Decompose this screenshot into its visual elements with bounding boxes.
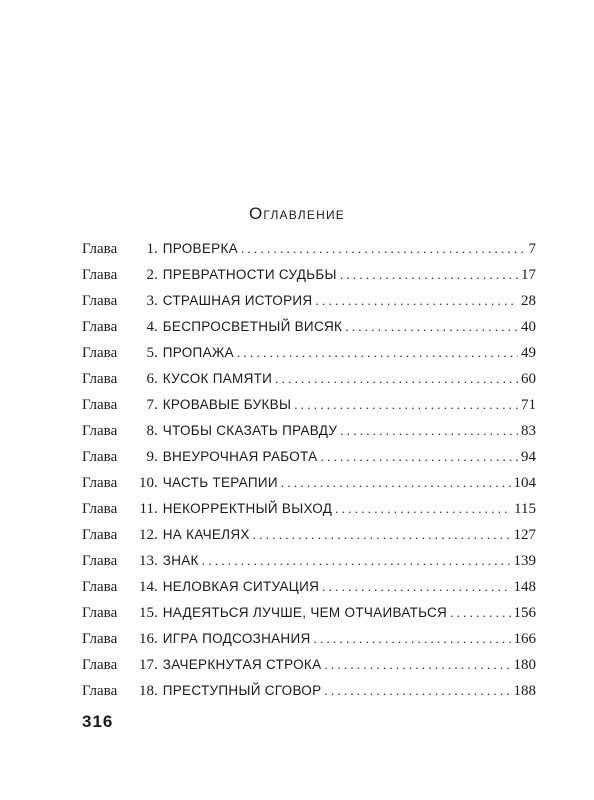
- toc-entry-number: 5: [146, 345, 154, 361]
- toc-entry-number: 3: [146, 293, 154, 309]
- toc-leader-dots: [335, 496, 511, 522]
- toc-entry-page: 180: [513, 657, 536, 673]
- toc-leader-dots: [322, 574, 510, 600]
- toc-entry-title: БЕСПРОСВЕТНЫЙ ВИСЯК: [162, 319, 343, 334]
- toc-entry-page: 17: [521, 267, 536, 283]
- toc-entry-title: НА КАЧЕЛЯХ: [162, 527, 250, 542]
- toc-entry-number: 10: [139, 475, 154, 491]
- toc-entry-page: 83: [521, 423, 536, 439]
- toc-leader-dots: [241, 236, 526, 262]
- toc-entry-title: ПРЕСТУПНЫЙ СГОВОР: [162, 683, 322, 698]
- toc-entry: Глава 15 . НАДЕЯТЬСЯ ЛУЧШЕ, ЧЕМ ОТЧАИВАТЬСЯ . . . 156: [82, 600, 536, 626]
- toc-entry-number: 17: [139, 657, 154, 673]
- toc-entry-title: ПРОВЕРКА: [162, 241, 238, 256]
- toc-entry: Глава 14 . НЕЛОВКАЯ СИТУАЦИЯ . . . 148: [82, 574, 536, 600]
- toc-entry-prefix: Глава: [82, 449, 118, 465]
- toc-leader-dots: [281, 470, 511, 496]
- toc-entry-title: ПРОПАЖА: [162, 345, 234, 360]
- toc-entry-prefix: Глава: [82, 683, 118, 699]
- toc-entry-page: 94: [521, 449, 536, 465]
- toc-entry-title: ЧАСТЬ ТЕРАПИИ: [162, 475, 278, 490]
- toc-entry-title: НАДЕЯТЬСЯ ЛУЧШЕ, ЧЕМ ОТЧАИВАТЬСЯ: [162, 605, 448, 620]
- toc-entry: Глава 3 . СТРАШНАЯ ИСТОРИЯ . . . 28: [82, 288, 536, 314]
- toc-entry: Глава 17 . ЗАЧЕРКНУТАЯ СТРОКА . . . 180: [82, 652, 536, 678]
- toc-entry-title: ПРЕВРАТНОСТИ СУДЬБЫ: [162, 267, 337, 282]
- toc-entry-prefix: Глава: [82, 423, 118, 439]
- toc-leader-dots: [340, 262, 518, 288]
- toc-entry-prefix: Глава: [82, 553, 118, 569]
- toc-entry-page: 115: [514, 501, 536, 517]
- toc-entry-page: 188: [513, 683, 536, 699]
- toc-entry-prefix: Глава: [82, 267, 118, 283]
- toc-entry: Глава 12 . НА КАЧЕЛЯХ . . . 127: [82, 522, 536, 548]
- toc-entry: Глава 7 . КРОВАВЫЕ БУКВЫ . . . 71: [82, 392, 536, 418]
- toc-entry-prefix: Глава: [82, 397, 118, 413]
- toc-entry: Глава 5 . ПРОПАЖА . . . 49: [82, 340, 536, 366]
- toc-entry-prefix: Глава: [82, 501, 118, 517]
- toc-entry-page: 104: [513, 475, 536, 491]
- toc-leader-dots: [450, 600, 510, 626]
- toc-entry-number: 9: [146, 449, 154, 465]
- toc-entry-title: КРОВАВЫЕ БУКВЫ: [162, 397, 292, 412]
- toc-entry-prefix: Глава: [82, 371, 118, 387]
- toc-entry-prefix: Глава: [82, 631, 118, 647]
- toc-entry-number: 15: [139, 605, 154, 621]
- toc-entry: Глава 2 . ПРЕВРАТНОСТИ СУДЬБЫ . . . 17: [82, 262, 536, 288]
- toc-entry-number: 1: [146, 241, 154, 257]
- toc-entry-number: 12: [139, 527, 154, 543]
- toc-entry-title: НЕЛОВКАЯ СИТУАЦИЯ: [162, 579, 320, 594]
- toc-entry-number: 16: [139, 631, 154, 647]
- toc-entry-title: ЗАЧЕРКНУТАЯ СТРОКА: [162, 657, 322, 672]
- toc-entry-prefix: Глава: [82, 527, 118, 543]
- toc-entry-prefix: Глава: [82, 475, 118, 491]
- toc-leader-dots: [345, 314, 518, 340]
- toc-entry-number: 18: [139, 683, 154, 699]
- toc-entry-title: НЕКОРРЕКТНЫЙ ВЫХОД: [162, 501, 333, 516]
- toc-entry-page: 156: [513, 605, 536, 621]
- toc-entry: Глава 4 . БЕСПРОСВЕТНЫЙ ВИСЯК . . . 40: [82, 314, 536, 340]
- toc-entry-page: 71: [521, 397, 536, 413]
- toc-entry-title: ЗНАК: [162, 553, 199, 568]
- toc-leader-dots: [315, 288, 518, 314]
- toc-entry: Глава 6 . КУСОК ПАМЯТИ . . . 60: [82, 366, 536, 392]
- toc-leader-dots: [324, 678, 510, 704]
- toc-leader-dots: [320, 444, 518, 470]
- toc-entry: Глава 9 . ВНЕУРОЧНАЯ РАБОТА . . . 94: [82, 444, 536, 470]
- toc-entry-prefix: Глава: [82, 319, 118, 335]
- toc-entry: Глава 8 . ЧТОБЫ СКАЗАТЬ ПРАВДУ . . . 83: [82, 418, 536, 444]
- toc-entry: Глава 13 . ЗНАК . . . 139: [82, 548, 536, 574]
- toc-entry-number: 7: [146, 397, 154, 413]
- toc-leader-dots: [237, 340, 518, 366]
- toc-leader-dots: [202, 548, 511, 574]
- toc-entry-page: 40: [521, 319, 536, 335]
- page-number: 316: [82, 712, 114, 731]
- toc-leader-dots: [294, 392, 518, 418]
- toc-entry-title: ВНЕУРОЧНАЯ РАБОТА: [162, 449, 318, 464]
- toc-entry-number: 4: [146, 319, 154, 335]
- toc-leader-dots: [314, 626, 511, 652]
- toc-entry: Глава 11 . НЕКОРРЕКТНЫЙ ВЫХОД . . . 115: [82, 496, 536, 522]
- toc-entry-prefix: Глава: [82, 579, 118, 595]
- toc-entry-number: 8: [146, 423, 154, 439]
- toc-leader-dots: [253, 522, 511, 548]
- toc-leader-dots: [275, 366, 518, 392]
- toc-entry-title: ИГРА ПОДСОЗНАНИЯ: [162, 631, 311, 646]
- toc-entry-title: СТРАШНАЯ ИСТОРИЯ: [162, 293, 313, 308]
- toc-leader-dots: [324, 652, 510, 678]
- toc-entry-page: 60: [521, 371, 536, 387]
- toc-entry-number: 6: [146, 371, 154, 387]
- toc-leader-dots: [340, 418, 518, 444]
- toc-entry-page: 28: [521, 293, 536, 309]
- toc-entry-prefix: Глава: [82, 345, 118, 361]
- toc-title: Оглавление: [249, 204, 345, 223]
- toc-entry-page: 166: [513, 631, 536, 647]
- toc-entry-number: 14: [139, 579, 154, 595]
- toc-list: [82, 236, 536, 704]
- toc-entry-title: КУСОК ПАМЯТИ: [162, 371, 273, 386]
- toc-entry: Глава 18 . ПРЕСТУПНЫЙ СГОВОР . . . 188: [82, 678, 536, 704]
- toc-entry: Глава 10 . ЧАСТЬ ТЕРАПИИ . . . 104: [82, 470, 536, 496]
- toc-entry-prefix: Глава: [82, 241, 118, 257]
- toc-entry-number: 11: [139, 501, 154, 517]
- toc-entry-number: 2: [146, 267, 154, 283]
- toc-entry-page: 7: [528, 241, 536, 257]
- toc-entry-prefix: Глава: [82, 657, 118, 673]
- toc-entry-number: 13: [139, 553, 154, 569]
- toc-entry-page: 49: [521, 345, 536, 361]
- toc-entry-title: ЧТОБЫ СКАЗАТЬ ПРАВДУ: [162, 423, 338, 438]
- toc-entry-page: 139: [513, 553, 536, 569]
- toc-entry: Глава 1 . ПРОВЕРКА . . . 7: [82, 236, 536, 262]
- toc-entry: Глава 16 . ИГРА ПОДСОЗНАНИЯ . . . 166: [82, 626, 536, 652]
- toc-entry-page: 127: [513, 527, 536, 543]
- toc-entry-prefix: Глава: [82, 605, 118, 621]
- toc-entry-prefix: Глава: [82, 293, 118, 309]
- toc-entry-page: 148: [513, 579, 536, 595]
